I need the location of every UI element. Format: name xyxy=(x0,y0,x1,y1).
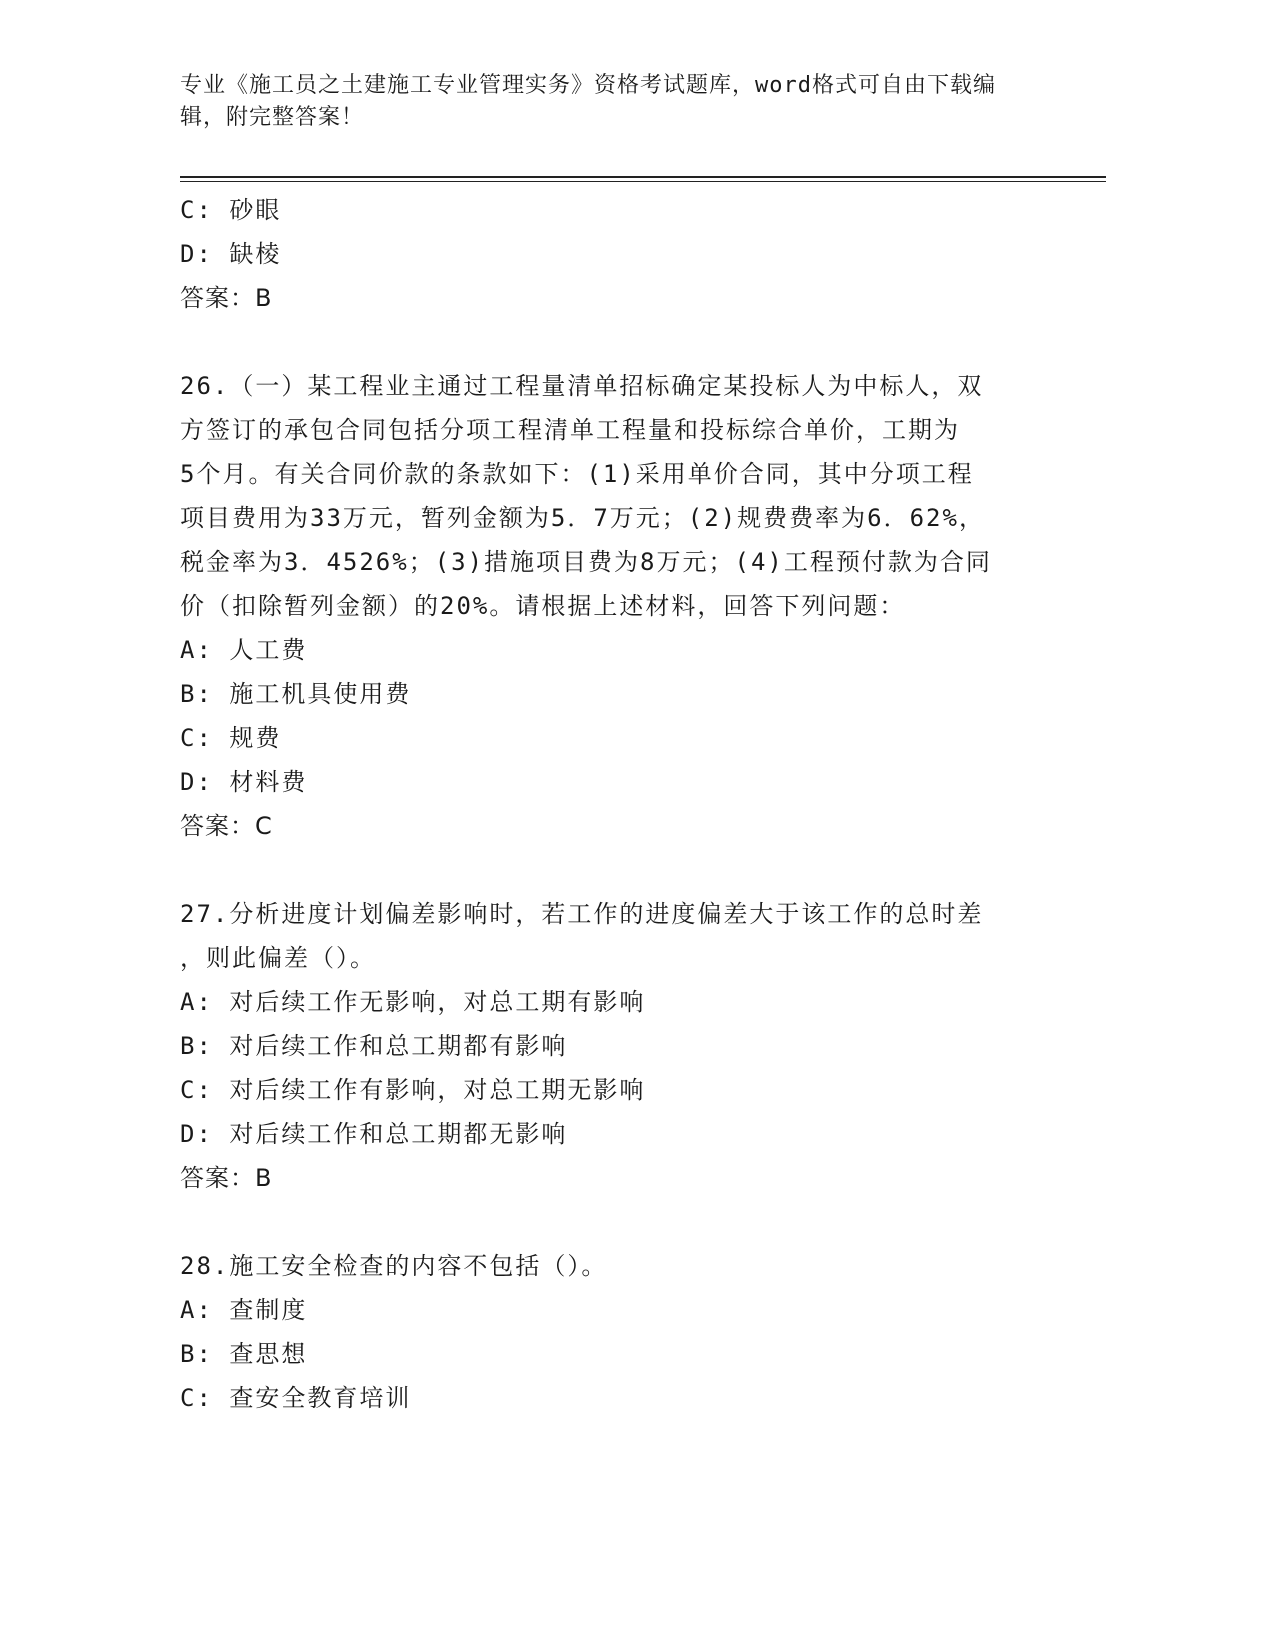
option-d: D: 材料费 xyxy=(180,768,308,796)
answer: 答案：B xyxy=(180,284,273,312)
option-d: D: 对后续工作和总工期都无影响 xyxy=(180,1120,568,1148)
question-list xyxy=(180,188,1050,1420)
header-divider-thin xyxy=(180,181,1106,182)
option-a: A: 对后续工作无影响，对总工期有影响 xyxy=(180,988,646,1016)
question-26 xyxy=(180,364,1050,848)
page-header xyxy=(180,70,1050,134)
spacer xyxy=(180,1200,1050,1244)
question-text-line: 26.（一）某工程业主通过工程量清单招标确定某投标人为中标人，双 xyxy=(180,372,984,400)
question-text-line: 5个月。有关合同价款的条款如下：(1)采用单价合同，其中分项工程 xyxy=(180,460,974,488)
option-c: C: 对后续工作有影响，对总工期无影响 xyxy=(180,1076,646,1104)
answer: 答案：C xyxy=(180,812,273,840)
option-b: B: 对后续工作和总工期都有影响 xyxy=(180,1032,568,1060)
option-c: C: 规费 xyxy=(180,724,282,752)
question-text-line: 方签订的承包合同包括分项工程清单工程量和投标综合单价，工期为 xyxy=(180,416,960,444)
option-d: D: 缺棱 xyxy=(180,240,282,268)
header-line-1: 专业《施工员之土建施工专业管理实务》资格考试题库，word格式可自由下载编 xyxy=(180,73,996,98)
option-c: C: 查安全教育培训 xyxy=(180,1384,412,1412)
option-c: C: 砂眼 xyxy=(180,196,282,224)
option-a: A: 人工费 xyxy=(180,636,308,664)
question-text-line: ，则此偏差（）。 xyxy=(180,944,376,972)
header-divider xyxy=(180,176,1106,178)
question-27 xyxy=(180,892,1050,1200)
question-text-line: 价（扣除暂列金额）的20%。请根据上述材料，回答下列问题： xyxy=(180,592,906,620)
option-b: B: 施工机具使用费 xyxy=(180,680,412,708)
prev-question xyxy=(180,188,1050,320)
answer: 答案：B xyxy=(180,1164,273,1192)
question-text-line: 27.分析进度计划偏差影响时，若工作的进度偏差大于该工作的总时差 xyxy=(180,900,984,928)
question-text-line: 税金率为3．4526%；(3)措施项目费为8万元；(4)工程预付款为合同 xyxy=(180,548,992,576)
option-b: B: 查思想 xyxy=(180,1340,308,1368)
question-text-line: 项目费用为33万元，暂列金额为5．7万元；(2)规费费率为6．62%， xyxy=(180,504,985,532)
header-line-2: 辑，附完整答案！ xyxy=(180,105,365,130)
spacer xyxy=(180,320,1050,364)
option-a: A: 查制度 xyxy=(180,1296,308,1324)
question-28 xyxy=(180,1244,1050,1420)
spacer xyxy=(180,848,1050,892)
question-text-line: 28.施工安全检查的内容不包括（）。 xyxy=(180,1252,608,1280)
